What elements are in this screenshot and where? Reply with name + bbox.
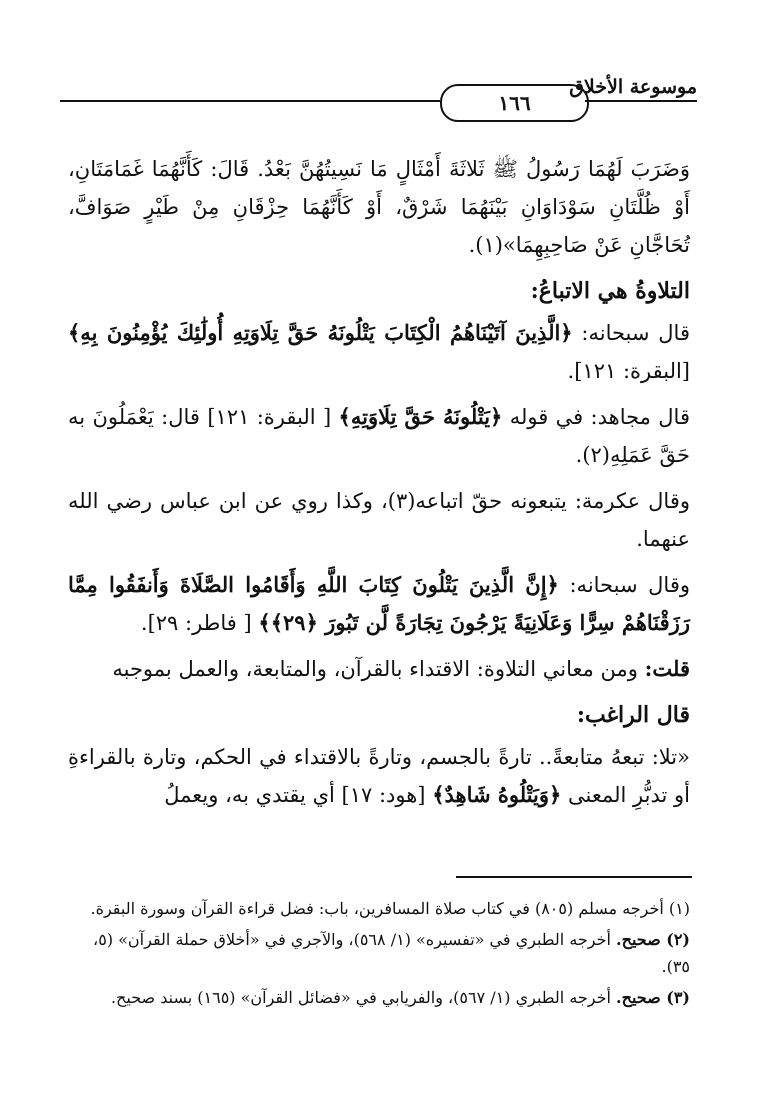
verse-reference: [البقرة: ١٢١]. [567,359,690,383]
paragraph-intro: قال سبحانه: [581,321,690,345]
section-heading-raghib: قال الراغب: [576,702,690,728]
paragraph-intro: وقال سبحانه: [569,573,690,597]
footnotes [68,895,690,1015]
footnote-text: أخرجه الطبري في «تفسيره» (١/ ٥٦٨)، والآجري في «أخلاق حملة القرآن» (٥، ٣٥). [93,930,690,976]
paragraph-ikrima: وقال عكرمة: يتبعونه حقّ اتباعه(٣)، وكذا روي عن ابن عباس رضي الله عنهما. [68,489,691,551]
paragraph-text: [ البقرة: ١٢١] قال: يَعْمَلُونَ به حَقَّ عَمَلِهِ(٢). [68,405,690,467]
main-text [68,150,690,822]
paragraph-baqara-verse [68,314,690,390]
section-heading-tilawa: التلاوةُ هي الاتباعُ: [530,278,690,304]
quran-verse: ﴿وَيَتْلُوهُ شَاهِدٌ﴾ [432,782,562,807]
quran-verse: ﴿إِنَّ الَّذِينَ يَتْلُونَ كِتَابَ اللَّهِ وَأَقَامُوا الصَّلَاةَ وَأَنفَقُوا مِمَّا رَزَقْنَاهُمْ سِرًّا وَعَلَانِيَةً يَرْجُونَ تِجَارَةً لَّن تَبُورَ ﴿٢٩﴾﴾ [68,572,690,635]
footnote-separator [456,876,692,878]
header-rule-left [60,100,440,102]
paragraph-text: قال مجاهد: في قوله [509,405,690,429]
footnote-1: (١) أخرجه مسلم (٨٠٥) في كتاب صلاة المسافرين، باب: فضل قراءة القرآن وسورة البقرة. [90,899,690,918]
page-header [60,70,697,115]
book-title: موسوعة الأخلاق [569,76,697,98]
footnote-2 [68,926,690,980]
verse-reference: [ فاطر: ٢٩]. [140,611,252,635]
paragraph-raghib-quote [68,738,690,814]
paragraph-text: ومن معاني التلاوة: الاقتداء بالقرآن، والمتابعة، والعمل بموجبه [112,657,638,681]
paragraph-text: [هود: ١٧] أي يقتدي به، ويعملُ [164,783,426,807]
paragraph-fatir-verse [68,566,690,642]
paragraph-mujahid [68,398,690,474]
header-rule-right [585,100,697,102]
paragraph-text: «تلا: تبعهُ متابعةً.. تارةً بالجسم، وتارةً بالاقتداء في الحكم، وتارة بالقراءةِ أو تدبُّرِ المعنى [68,745,690,807]
quran-verse: ﴿يَتْلُونَهُ حَقَّ تِلَاوَتِهِ﴾ [338,404,503,429]
footnote-3 [68,984,690,1011]
quran-verse: ﴿الَّذِينَ آتَيْنَاهُمُ الْكِتَابَ يَتْلُونَهُ حَقَّ تِلَاوَتِهِ أُولَٰئِكَ يُؤْمِنُونَ بِهِ﴾ [68,320,573,345]
page-number: ١٦٦ [440,84,589,122]
footnote-grade: (٣) صحيح. [616,988,690,1007]
footnote-grade: (٢) صحيح. [616,930,690,949]
paragraph-hadith: وَضَرَبَ لَهُمَا رَسُولُ ﷺ ثَلاثَةَ أَمْثَالٍ مَا نَسِيتُهُنَّ بَعْدُ. قَالَ: كَأَنَّهُمَا غَمَامَتَانِ، أَوْ ظُلَّتَانِ سَوْدَاوَانِ بَيْنَهُمَا شَرْقٌ، أَوْ كَأَنَّهُمَا حِزْقَانِ مِنْ طَيْرٍ صَوَافَّ، تُحَاجَّانِ عَنْ صَاحِبِهِمَا»(١). [68,157,690,257]
paragraph-qultu [68,650,690,688]
qultu-label: قلت: [644,656,690,681]
footnote-text: أخرجه الطبري (١/ ٥٦٧)، والفريابي في «فضائل القرآن» (١٦٥) بسند صحيح. [110,988,611,1007]
